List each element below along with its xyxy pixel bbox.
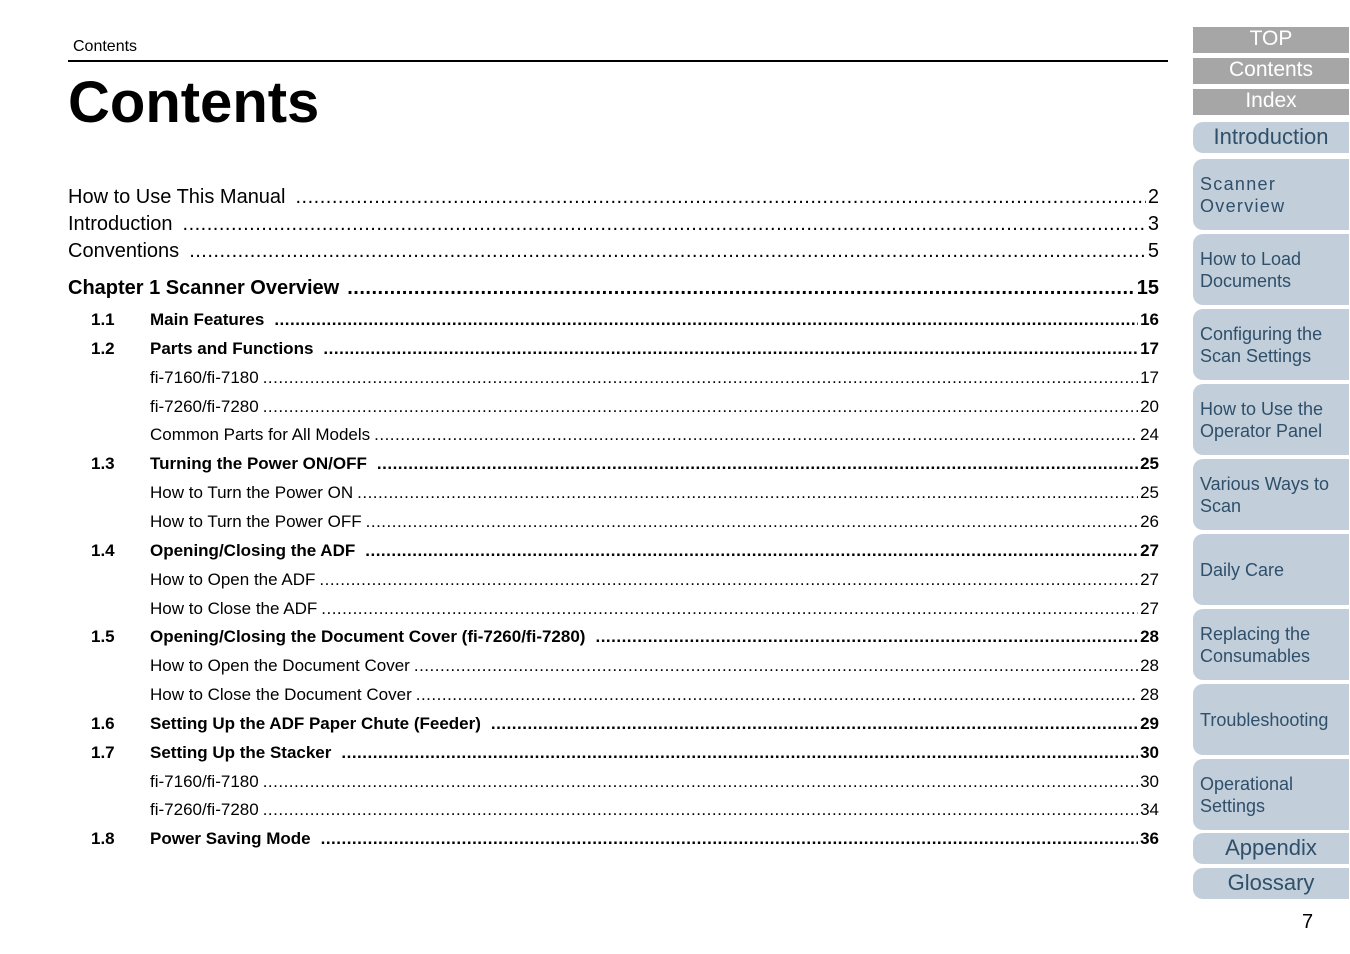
nav-top-button[interactable]: TOP	[1193, 27, 1349, 53]
toc-entry-number: 1.1	[91, 310, 115, 329]
toc-entry-page: 36	[1140, 829, 1159, 848]
header-label: Contents	[73, 38, 138, 55]
toc-entry-title: How to Turn the Power OFF	[150, 512, 362, 531]
toc-entry-page: 27	[1140, 599, 1159, 618]
toc-entry-number: 1.4	[91, 541, 115, 560]
toc-entry-page: 26	[1140, 512, 1159, 531]
leader-dots	[323, 339, 1138, 359]
toc-entry[interactable]	[68, 541, 1159, 563]
toc-chapter[interactable]	[68, 277, 1159, 303]
toc-entry-title: Setting Up the Stacker	[150, 743, 332, 762]
nav-tab-troubleshooting[interactable]	[1193, 684, 1349, 755]
toc-entry-page: 30	[1140, 743, 1159, 762]
nav-tab-various-ways-to-scan[interactable]	[1193, 459, 1349, 530]
toc-entry-page: 2	[1147, 186, 1159, 208]
toc-entry-page: 28	[1140, 627, 1159, 646]
toc-entry-number: 1.2	[91, 339, 115, 358]
leader-dots	[263, 368, 1138, 388]
leader-dots	[416, 685, 1138, 705]
toc-entry-title: fi-7260/fi-7280	[150, 397, 259, 416]
toc-entry[interactable]	[68, 685, 1159, 707]
leader-dots	[595, 627, 1138, 647]
nav-tab-label: Scanner Overview	[1200, 173, 1286, 216]
nav-tab-glossary[interactable]: Glossary	[1193, 868, 1349, 899]
leader-dots	[357, 483, 1138, 503]
toc-entry-page: 5	[1147, 240, 1159, 262]
toc-entry[interactable]	[68, 368, 1159, 390]
toc-entry-how-to-use[interactable]	[68, 186, 1159, 212]
toc-entry[interactable]	[68, 512, 1159, 534]
toc-entry-title: Opening/Closing the ADF	[150, 541, 356, 560]
toc-entry-title: Turning the Power ON/OFF	[150, 454, 367, 473]
toc-entry-title: Opening/Closing the Document Cover (fi-7260/fi-7280)	[150, 627, 586, 646]
leader-dots	[491, 714, 1138, 734]
nav-tab-operator-panel[interactable]	[1193, 384, 1349, 455]
toc-entry-title: Power Saving Mode	[150, 829, 311, 848]
nav-tab-operational-settings[interactable]	[1193, 759, 1349, 830]
toc-entry-page: 28	[1140, 685, 1159, 704]
header-rule	[68, 60, 1168, 62]
toc-entry-title: Introduction	[68, 213, 173, 235]
toc-entry-page: 3	[1147, 213, 1159, 235]
nav-contents-button[interactable]: Contents	[1193, 58, 1349, 84]
leader-dots	[341, 743, 1138, 763]
toc-entry[interactable]	[68, 425, 1159, 447]
leader-dots	[414, 656, 1138, 676]
toc-chapter-page: 15	[1136, 277, 1159, 299]
toc-entry-page: 34	[1140, 800, 1159, 819]
toc-entry-title: fi-7160/fi-7180	[150, 772, 259, 791]
toc-entry-title: How to Close the ADF	[150, 599, 318, 618]
toc-entry[interactable]	[68, 397, 1159, 419]
toc-entry-title: How to Turn the Power ON	[150, 483, 354, 502]
toc-entry[interactable]	[68, 829, 1159, 851]
nav-index-button[interactable]: Index	[1193, 89, 1349, 115]
toc-entry-page: 27	[1140, 541, 1159, 560]
toc-entry-title: How to Open the Document Cover	[150, 656, 410, 675]
nav-tab-label: How to Load Documents	[1200, 248, 1302, 291]
nav-tab-introduction[interactable]: Introduction	[1193, 122, 1349, 153]
toc-entry-number: 1.3	[91, 454, 115, 473]
leader-dots	[321, 829, 1138, 849]
nav-tab-label: Operational Settings	[1200, 773, 1294, 816]
toc-entry-page: 17	[1140, 339, 1159, 358]
nav-tab-label: Replacing the Consumables	[1200, 623, 1311, 666]
toc-entry[interactable]	[68, 656, 1159, 678]
toc-entry-page: 24	[1140, 425, 1159, 444]
toc-entry-title: Setting Up the ADF Paper Chute (Feeder)	[150, 714, 481, 733]
leader-dots	[366, 512, 1138, 532]
toc-entry-title: fi-7160/fi-7180	[150, 368, 259, 387]
toc-entry-title: Parts and Functions	[150, 339, 314, 358]
toc-entry[interactable]	[68, 454, 1159, 476]
toc-entry-conventions[interactable]	[68, 240, 1159, 266]
leader-dots	[347, 277, 1135, 300]
toc-entry[interactable]	[68, 743, 1159, 765]
toc-entry-page: 30	[1140, 772, 1159, 791]
toc-entry-page: 29	[1140, 714, 1159, 733]
leader-dots	[296, 186, 1146, 209]
toc-entry-page: 25	[1140, 454, 1159, 473]
toc-entry-number: 1.5	[91, 627, 115, 646]
leader-dots	[263, 397, 1138, 417]
toc-entry-page: 16	[1140, 310, 1159, 329]
toc-entry-number: 1.6	[91, 714, 115, 733]
leader-dots	[321, 599, 1138, 619]
toc-entry[interactable]	[68, 714, 1159, 736]
nav-tab-appendix[interactable]: Appendix	[1193, 833, 1349, 864]
toc-entry[interactable]	[68, 800, 1159, 822]
leader-dots	[319, 570, 1138, 590]
leader-dots	[183, 213, 1146, 236]
toc-entry-title: Common Parts for All Models	[150, 425, 371, 444]
toc-entry-title: Conventions	[68, 240, 180, 262]
toc-entry[interactable]	[68, 570, 1159, 592]
toc-entry-number: 1.7	[91, 743, 115, 762]
leader-dots	[274, 310, 1138, 330]
leader-dots	[263, 800, 1138, 820]
toc-entry-title: fi-7260/fi-7280	[150, 800, 259, 819]
toc-entry-introduction[interactable]	[68, 213, 1159, 239]
toc-entry[interactable]	[68, 483, 1159, 505]
nav-tab-how-to-load-documents[interactable]	[1193, 234, 1349, 305]
toc-entry-page: 28	[1140, 656, 1159, 675]
leader-dots	[374, 425, 1138, 445]
leader-dots	[263, 772, 1138, 792]
page-number: 7	[1302, 911, 1314, 933]
toc-entry[interactable]	[68, 310, 1159, 332]
nav-tab-replacing-consumables[interactable]	[1193, 609, 1349, 680]
toc-entry[interactable]	[68, 772, 1159, 794]
toc-entry-title: How to Open the ADF	[150, 570, 316, 589]
leader-dots	[365, 541, 1138, 561]
nav-tab-label: Troubleshooting	[1200, 709, 1329, 730]
nav-tab-scanner-overview[interactable]	[1193, 159, 1349, 230]
toc-entry-title: How to Use This Manual	[68, 186, 286, 208]
nav-tab-label: How to Use the Operator Panel	[1200, 398, 1324, 441]
nav-tab-label: Configuring the Scan Settings	[1200, 323, 1323, 366]
toc-entry-page: 17	[1140, 368, 1159, 387]
toc-entry-title: Main Features	[150, 310, 265, 329]
page-title: Contents	[68, 70, 320, 135]
nav-tab-label: Various Ways to Scan	[1200, 473, 1330, 516]
nav-tab-daily-care[interactable]	[1193, 534, 1349, 605]
toc-entry-page: 27	[1140, 570, 1159, 589]
toc-chapter-title: Chapter 1 Scanner Overview	[68, 277, 340, 299]
toc-entry[interactable]	[68, 339, 1159, 361]
toc-entry-page: 20	[1140, 397, 1159, 416]
toc-entry-page: 25	[1140, 483, 1159, 502]
leader-dots	[377, 454, 1138, 474]
nav-tab-label: Daily Care	[1200, 559, 1285, 580]
leader-dots	[189, 240, 1146, 263]
toc-entry[interactable]	[68, 599, 1159, 621]
toc-entry-title: How to Close the Document Cover	[150, 685, 412, 704]
nav-tab-configuring-scan-settings[interactable]	[1193, 309, 1349, 380]
toc-entry-number: 1.8	[91, 829, 115, 848]
toc-entry[interactable]	[68, 627, 1159, 649]
